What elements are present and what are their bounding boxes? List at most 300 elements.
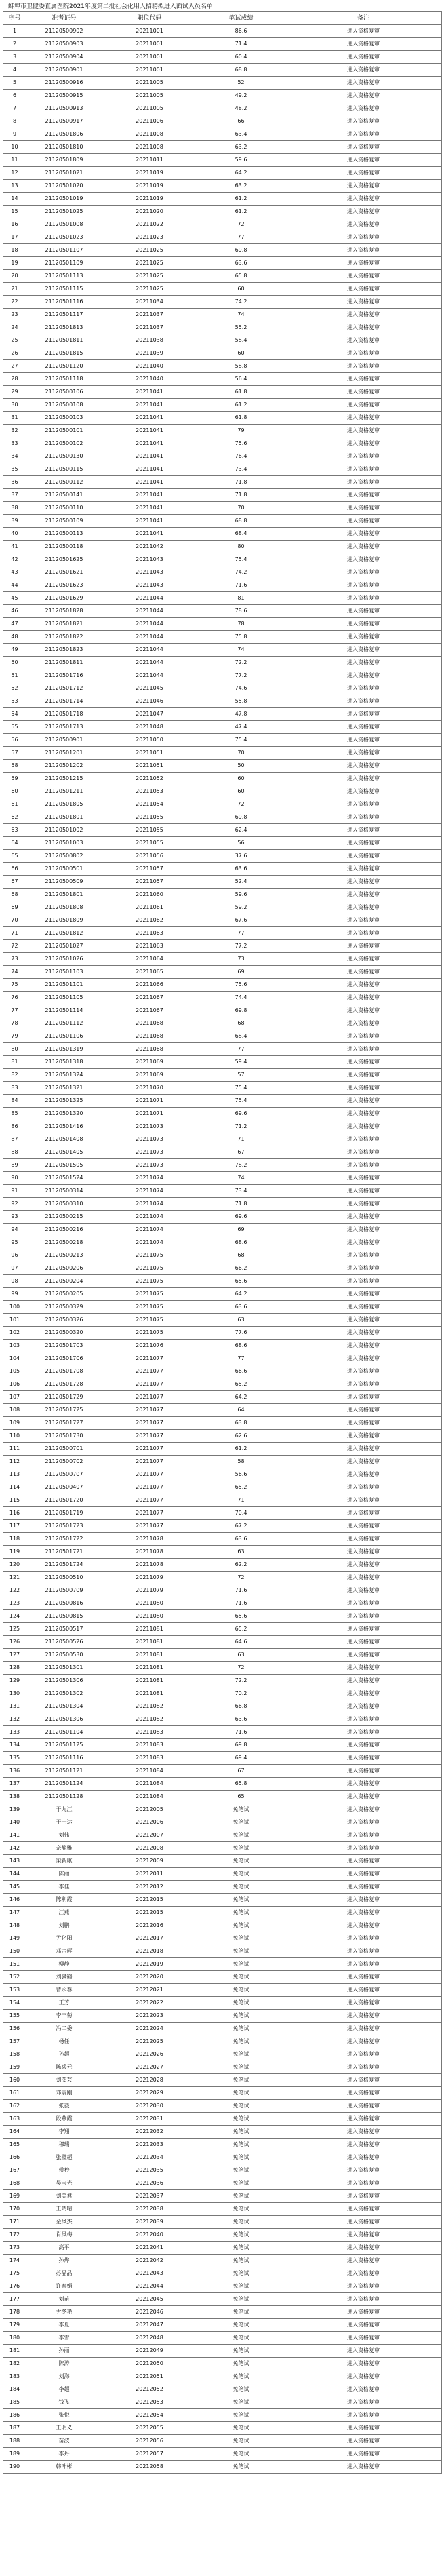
seq-cell: 159 — [3, 2061, 26, 2074]
seq-cell: 123 — [3, 1597, 26, 1610]
seq-cell: 35 — [3, 463, 26, 476]
job-code-cell: 20212021 — [102, 1984, 197, 1997]
note-cell: 进入资格复审 — [285, 553, 442, 566]
score-cell: 77 — [197, 927, 285, 940]
score-cell: 37.6 — [197, 850, 285, 863]
table-row — [3, 966, 442, 979]
job-code-cell: 20211080 — [102, 1597, 197, 1610]
table-row — [3, 914, 442, 927]
table-row — [3, 2396, 442, 2409]
note-cell: 进入资格复审 — [285, 1816, 442, 1829]
score-cell: 63.6 — [197, 1713, 285, 1726]
exam-id-cell: 21120501719 — [26, 1507, 102, 1520]
job-code-cell: 20211084 — [102, 1791, 197, 1803]
score-cell: 65.2 — [197, 1378, 285, 1391]
score-cell: 70 — [197, 502, 285, 515]
table-row — [3, 1030, 442, 1043]
job-code-cell: 20212031 — [102, 2113, 197, 2126]
note-cell: 进入资格复审 — [285, 1675, 442, 1687]
note-cell: 进入资格复审 — [285, 1649, 442, 1662]
table-row — [3, 1610, 442, 1623]
seq-cell: 190 — [3, 2461, 26, 2474]
table-row — [3, 1146, 442, 1159]
table-row — [3, 1288, 442, 1301]
table-row — [3, 2242, 442, 2255]
job-code-cell: 20212051 — [102, 2370, 197, 2383]
job-code-cell: 20211077 — [102, 1365, 197, 1378]
note-cell: 进入资格复审 — [285, 708, 442, 721]
seq-cell: 53 — [3, 695, 26, 708]
exam-id-cell: 刘伟 — [26, 1829, 102, 1842]
job-code-cell: 20211071 — [102, 1095, 197, 1108]
exam-id-cell: 21120501714 — [26, 695, 102, 708]
seq-cell: 61 — [3, 798, 26, 811]
job-code-cell: 20212022 — [102, 1997, 197, 2010]
job-code-cell: 20211077 — [102, 1352, 197, 1365]
note-cell: 进入资格复审 — [285, 1159, 442, 1172]
note-cell: 进入资格复审 — [285, 1584, 442, 1597]
score-cell: 免笔试 — [197, 1945, 285, 1958]
job-code-cell: 20211041 — [102, 463, 197, 476]
score-cell: 70.2 — [197, 1687, 285, 1700]
job-code-cell: 20211084 — [102, 1765, 197, 1778]
exam-id-cell: 于士达 — [26, 1816, 102, 1829]
score-cell: 免笔试 — [197, 2293, 285, 2306]
note-cell: 进入资格复审 — [285, 1559, 442, 1572]
exam-id-cell: 21120500102 — [26, 437, 102, 450]
table-row — [3, 463, 442, 476]
job-code-cell: 20211082 — [102, 1700, 197, 1713]
exam-id-cell: 21120500103 — [26, 412, 102, 425]
table-row — [3, 2216, 442, 2229]
table-row — [3, 1662, 442, 1675]
note-cell: 进入资格复审 — [285, 2370, 442, 2383]
table-row — [3, 1984, 442, 1997]
table-row — [3, 863, 442, 876]
table-row — [3, 2164, 442, 2177]
table-row — [3, 2267, 442, 2280]
score-cell: 67.2 — [197, 1520, 285, 1533]
table-row — [3, 695, 442, 708]
seq-cell: 23 — [3, 309, 26, 321]
job-code-cell: 20211081 — [102, 1636, 197, 1649]
exam-id-cell: 21120500707 — [26, 1468, 102, 1481]
seq-cell: 144 — [3, 1868, 26, 1881]
table-row — [3, 1623, 442, 1636]
table-row — [3, 2190, 442, 2203]
seq-cell: 102 — [3, 1327, 26, 1340]
seq-cell: 26 — [3, 347, 26, 360]
note-cell: 进入资格复审 — [285, 244, 442, 257]
job-code-cell: 20211075 — [102, 1262, 197, 1275]
note-cell: 进入资格复审 — [285, 605, 442, 618]
job-code-cell: 20211081 — [102, 1675, 197, 1687]
job-code-cell: 20211037 — [102, 321, 197, 334]
score-cell: 免笔试 — [197, 1803, 285, 1816]
note-cell: 进入资格复审 — [285, 412, 442, 425]
seq-cell: 155 — [3, 2010, 26, 2023]
score-cell: 59.2 — [197, 901, 285, 914]
seq-cell: 44 — [3, 579, 26, 592]
seq-cell: 175 — [3, 2267, 26, 2280]
table-row — [3, 1855, 442, 1868]
note-cell: 进入资格复审 — [285, 231, 442, 244]
exam-id-cell: 21120501325 — [26, 1095, 102, 1108]
seq-cell: 124 — [3, 1610, 26, 1623]
score-cell: 免笔试 — [197, 2409, 285, 2422]
seq-cell: 139 — [3, 1803, 26, 1816]
score-cell: 74.4 — [197, 992, 285, 1004]
table-row — [3, 476, 442, 489]
note-cell: 进入资格复审 — [285, 309, 442, 321]
exam-id-cell: 21120501728 — [26, 1378, 102, 1391]
table-row — [3, 1868, 442, 1881]
score-cell: 免笔试 — [197, 2035, 285, 2048]
job-code-cell: 20211057 — [102, 876, 197, 889]
note-cell: 进入资格复审 — [285, 257, 442, 270]
score-cell: 71.6 — [197, 1597, 285, 1610]
note-cell: 进入资格复审 — [285, 425, 442, 437]
seq-cell: 179 — [3, 2319, 26, 2332]
score-cell: 免笔试 — [197, 2229, 285, 2242]
seq-cell: 142 — [3, 1842, 26, 1855]
exam-id-cell: 刘艾芸 — [26, 2074, 102, 2087]
note-cell: 进入资格复审 — [285, 2177, 442, 2190]
exam-id-cell: 张璧超 — [26, 2151, 102, 2164]
table-row — [3, 747, 442, 760]
table-row — [3, 940, 442, 953]
score-cell: 68.8 — [197, 515, 285, 528]
score-cell: 62.6 — [197, 1430, 285, 1443]
note-cell: 进入资格复审 — [285, 579, 442, 592]
seq-cell: 27 — [3, 360, 26, 373]
note-cell: 进入资格复审 — [285, 1224, 442, 1236]
column-header-exam-id: 准考证号 — [26, 12, 102, 25]
exam-id-cell: 21120501730 — [26, 1430, 102, 1443]
table-row — [3, 373, 442, 386]
score-cell: 免笔试 — [197, 1919, 285, 1932]
note-cell: 进入资格复审 — [285, 785, 442, 798]
seq-cell: 78 — [3, 1017, 26, 1030]
table-row — [3, 579, 442, 592]
exam-id-cell: 21120501201 — [26, 747, 102, 760]
seq-cell: 143 — [3, 1855, 26, 1868]
note-cell: 进入资格复审 — [285, 334, 442, 347]
job-code-cell: 20212016 — [102, 1919, 197, 1932]
exam-id-cell: 21120501114 — [26, 1004, 102, 1017]
seq-cell: 110 — [3, 1430, 26, 1443]
exam-id-cell: 21120501729 — [26, 1391, 102, 1404]
job-code-cell: 20211044 — [102, 631, 197, 644]
table-row — [3, 1881, 442, 1894]
note-cell: 进入资格复审 — [285, 1185, 442, 1198]
score-cell: 69.8 — [197, 1739, 285, 1752]
exam-id-cell: 21120500902 — [26, 25, 102, 38]
table-row — [3, 1816, 442, 1829]
exam-id-cell: 刘美君 — [26, 2190, 102, 2203]
job-code-cell: 20212017 — [102, 1932, 197, 1945]
job-code-cell: 20211080 — [102, 1610, 197, 1623]
table-row — [3, 1198, 442, 1211]
score-cell: 64.2 — [197, 1391, 285, 1404]
table-row — [3, 425, 442, 437]
seq-cell: 88 — [3, 1146, 26, 1159]
table-row — [3, 1224, 442, 1236]
job-code-cell: 20212012 — [102, 1881, 197, 1894]
seq-cell: 116 — [3, 1507, 26, 1520]
job-code-cell: 20211066 — [102, 979, 197, 992]
table-row — [3, 1249, 442, 1262]
table-row — [3, 1894, 442, 1907]
job-code-cell: 20212005 — [102, 1803, 197, 1816]
seq-cell: 11 — [3, 154, 26, 167]
seq-cell: 5 — [3, 77, 26, 90]
note-cell: 进入资格复审 — [285, 437, 442, 450]
exam-id-cell: 21120501505 — [26, 1159, 102, 1172]
job-code-cell: 20211075 — [102, 1275, 197, 1288]
column-header-job-code: 职位代码 — [102, 12, 197, 25]
job-code-cell: 20211075 — [102, 1301, 197, 1314]
table-row — [3, 1675, 442, 1687]
column-header-note: 备注 — [285, 12, 442, 25]
score-cell: 77 — [197, 1043, 285, 1056]
table-row — [3, 798, 442, 811]
score-cell: 69.8 — [197, 811, 285, 824]
score-cell: 80 — [197, 541, 285, 553]
exam-id-cell: 21120500310 — [26, 1198, 102, 1211]
table-row — [3, 1236, 442, 1249]
note-cell: 进入资格复审 — [285, 2280, 442, 2293]
job-code-cell: 20211077 — [102, 1443, 197, 1456]
exam-id-cell: 21120501809 — [26, 914, 102, 927]
job-code-cell: 20211040 — [102, 373, 197, 386]
job-code-cell: 20211074 — [102, 1236, 197, 1249]
score-cell: 55.2 — [197, 321, 285, 334]
exam-id-cell: 21120500106 — [26, 386, 102, 399]
table-row — [3, 360, 442, 373]
seq-cell: 129 — [3, 1675, 26, 1687]
seq-cell: 38 — [3, 502, 26, 515]
job-code-cell: 20211077 — [102, 1494, 197, 1507]
seq-cell: 189 — [3, 2448, 26, 2461]
exam-id-cell: 21120500407 — [26, 1481, 102, 1494]
table-row — [3, 1043, 442, 1056]
note-cell: 进入资格复审 — [285, 1803, 442, 1816]
score-cell: 63 — [197, 1649, 285, 1662]
table-row — [3, 1275, 442, 1288]
job-code-cell: 20211068 — [102, 1030, 197, 1043]
table-row — [3, 2345, 442, 2358]
exam-id-cell: 21120501318 — [26, 1056, 102, 1069]
score-cell: 63.6 — [197, 257, 285, 270]
table-row — [3, 669, 442, 682]
exam-id-cell: 陈利霞 — [26, 1894, 102, 1907]
score-cell: 60 — [197, 283, 285, 296]
job-code-cell: 20211025 — [102, 257, 197, 270]
note-cell: 进入资格复审 — [285, 940, 442, 953]
job-code-cell: 20211051 — [102, 747, 197, 760]
job-code-cell: 20212020 — [102, 1971, 197, 1984]
score-cell: 66.2 — [197, 1262, 285, 1275]
score-cell: 免笔试 — [197, 1881, 285, 1894]
note-cell: 进入资格复审 — [285, 102, 442, 115]
score-cell: 63.2 — [197, 141, 285, 154]
seq-cell: 68 — [3, 889, 26, 901]
seq-cell: 33 — [3, 437, 26, 450]
table-row — [3, 1507, 442, 1520]
job-code-cell: 20211067 — [102, 1004, 197, 1017]
score-cell: 56.4 — [197, 373, 285, 386]
score-cell: 67.6 — [197, 914, 285, 927]
job-code-cell: 20211075 — [102, 1288, 197, 1301]
score-cell: 77.6 — [197, 1327, 285, 1340]
score-cell: 68.6 — [197, 1236, 285, 1249]
score-cell: 免笔试 — [197, 2370, 285, 2383]
note-cell: 进入资格复审 — [285, 1108, 442, 1120]
table-row — [3, 412, 442, 425]
seq-cell: 55 — [3, 721, 26, 734]
job-code-cell: 20211040 — [102, 360, 197, 373]
table-row — [3, 1765, 442, 1778]
score-cell: 免笔试 — [197, 2448, 285, 2461]
seq-cell: 22 — [3, 296, 26, 309]
score-cell: 免笔试 — [197, 2139, 285, 2151]
note-cell: 进入资格复审 — [285, 1056, 442, 1069]
score-cell: 免笔试 — [197, 2074, 285, 2087]
exam-id-cell: 21120501723 — [26, 1520, 102, 1533]
seq-cell: 120 — [3, 1559, 26, 1572]
table-row — [3, 1301, 442, 1314]
score-cell: 63.6 — [197, 1301, 285, 1314]
table-row — [3, 850, 442, 863]
exam-id-cell: 21120500702 — [26, 1456, 102, 1468]
column-header-seq: 序号 — [3, 12, 26, 25]
note-cell: 进入资格复审 — [285, 1352, 442, 1365]
exam-id-cell: 21120500901 — [26, 64, 102, 77]
exam-id-cell: 21120501215 — [26, 773, 102, 785]
seq-cell: 170 — [3, 2203, 26, 2216]
note-cell: 进入资格复审 — [285, 1907, 442, 1919]
seq-cell: 30 — [3, 399, 26, 412]
exam-id-cell: 高平 — [26, 2242, 102, 2255]
job-code-cell: 20212032 — [102, 2126, 197, 2139]
seq-cell: 108 — [3, 1404, 26, 1417]
job-code-cell: 20211019 — [102, 167, 197, 180]
note-cell: 进入资格复审 — [285, 927, 442, 940]
job-code-cell: 20211077 — [102, 1417, 197, 1430]
table-row — [3, 154, 442, 167]
seq-cell: 85 — [3, 1108, 26, 1120]
table-row — [3, 2332, 442, 2345]
exam-id-cell: 韩叶彬 — [26, 2461, 102, 2474]
score-cell: 68.8 — [197, 64, 285, 77]
seq-cell: 184 — [3, 2383, 26, 2396]
exam-id-cell: 王晴晴 — [26, 2203, 102, 2216]
exam-id-cell: 段燕霞 — [26, 2113, 102, 2126]
score-cell: 75.4 — [197, 553, 285, 566]
exam-id-cell: 21120501116 — [26, 1752, 102, 1765]
exam-id-cell: 钱飞 — [26, 2396, 102, 2409]
score-cell: 50 — [197, 760, 285, 773]
job-code-cell: 20212041 — [102, 2242, 197, 2255]
note-cell: 进入资格复审 — [285, 644, 442, 657]
exam-id-cell: 21120500109 — [26, 515, 102, 528]
note-cell: 进入资格复审 — [285, 2100, 442, 2113]
note-cell: 进入资格复审 — [285, 657, 442, 669]
seq-cell: 12 — [3, 167, 26, 180]
note-cell: 进入资格复审 — [285, 798, 442, 811]
note-cell: 进入资格复审 — [285, 1120, 442, 1133]
job-code-cell: 20211022 — [102, 218, 197, 231]
table-row — [3, 77, 442, 90]
note-cell: 进入资格复审 — [285, 1623, 442, 1636]
exam-id-cell: 21120501026 — [26, 953, 102, 966]
note-cell: 进入资格复审 — [285, 2035, 442, 2048]
exam-id-cell: 21120501821 — [26, 618, 102, 631]
score-cell: 63.4 — [197, 128, 285, 141]
seq-cell: 3 — [3, 51, 26, 64]
seq-cell: 77 — [3, 1004, 26, 1017]
note-cell: 进入资格复审 — [285, 1017, 442, 1030]
seq-cell: 166 — [3, 2151, 26, 2164]
note-cell: 进入资格复审 — [285, 1507, 442, 1520]
seq-cell: 89 — [3, 1159, 26, 1172]
job-code-cell: 20211081 — [102, 1662, 197, 1675]
job-code-cell: 20212045 — [102, 2293, 197, 2306]
note-cell: 进入资格复审 — [285, 695, 442, 708]
exam-id-cell: 21120501112 — [26, 1017, 102, 1030]
seq-cell: 147 — [3, 1907, 26, 1919]
table-row — [3, 1829, 442, 1842]
exam-id-cell: 21120500141 — [26, 489, 102, 502]
note-cell: 进入资格复审 — [285, 811, 442, 824]
exam-id-cell: 21120501301 — [26, 1662, 102, 1675]
score-cell: 63.2 — [197, 180, 285, 193]
note-cell: 进入资格复审 — [285, 463, 442, 476]
seq-cell: 94 — [3, 1224, 26, 1236]
note-cell: 进入资格复审 — [285, 1468, 442, 1481]
job-code-cell: 20211025 — [102, 270, 197, 283]
exam-id-cell: 21120501106 — [26, 1030, 102, 1043]
job-code-cell: 20211077 — [102, 1430, 197, 1443]
seq-cell: 58 — [3, 760, 26, 773]
score-cell: 免笔试 — [197, 1997, 285, 2010]
score-cell: 58.4 — [197, 334, 285, 347]
score-cell: 71 — [197, 1133, 285, 1146]
job-code-cell: 20211044 — [102, 618, 197, 631]
table-row — [3, 309, 442, 321]
note-cell: 进入资格复审 — [285, 1700, 442, 1713]
score-cell: 免笔试 — [197, 2255, 285, 2267]
score-cell: 58 — [197, 1456, 285, 1468]
note-cell: 进入资格复审 — [285, 1211, 442, 1224]
score-cell: 65.8 — [197, 1778, 285, 1791]
seq-cell: 99 — [3, 1288, 26, 1301]
job-code-cell: 20211038 — [102, 334, 197, 347]
table-row — [3, 1842, 442, 1855]
table-row — [3, 1352, 442, 1365]
note-cell: 进入资格复审 — [285, 1791, 442, 1803]
seq-cell: 82 — [3, 1069, 26, 1082]
note-cell: 进入资格复审 — [285, 2358, 442, 2370]
exam-id-cell: 孙超 — [26, 2048, 102, 2061]
exam-id-cell: 梁新康 — [26, 1855, 102, 1868]
seq-cell: 113 — [3, 1468, 26, 1481]
note-cell: 进入资格复审 — [285, 1971, 442, 1984]
note-cell: 进入资格复审 — [285, 1082, 442, 1095]
exam-id-cell: 21120501113 — [26, 270, 102, 283]
seq-cell: 10 — [3, 141, 26, 154]
